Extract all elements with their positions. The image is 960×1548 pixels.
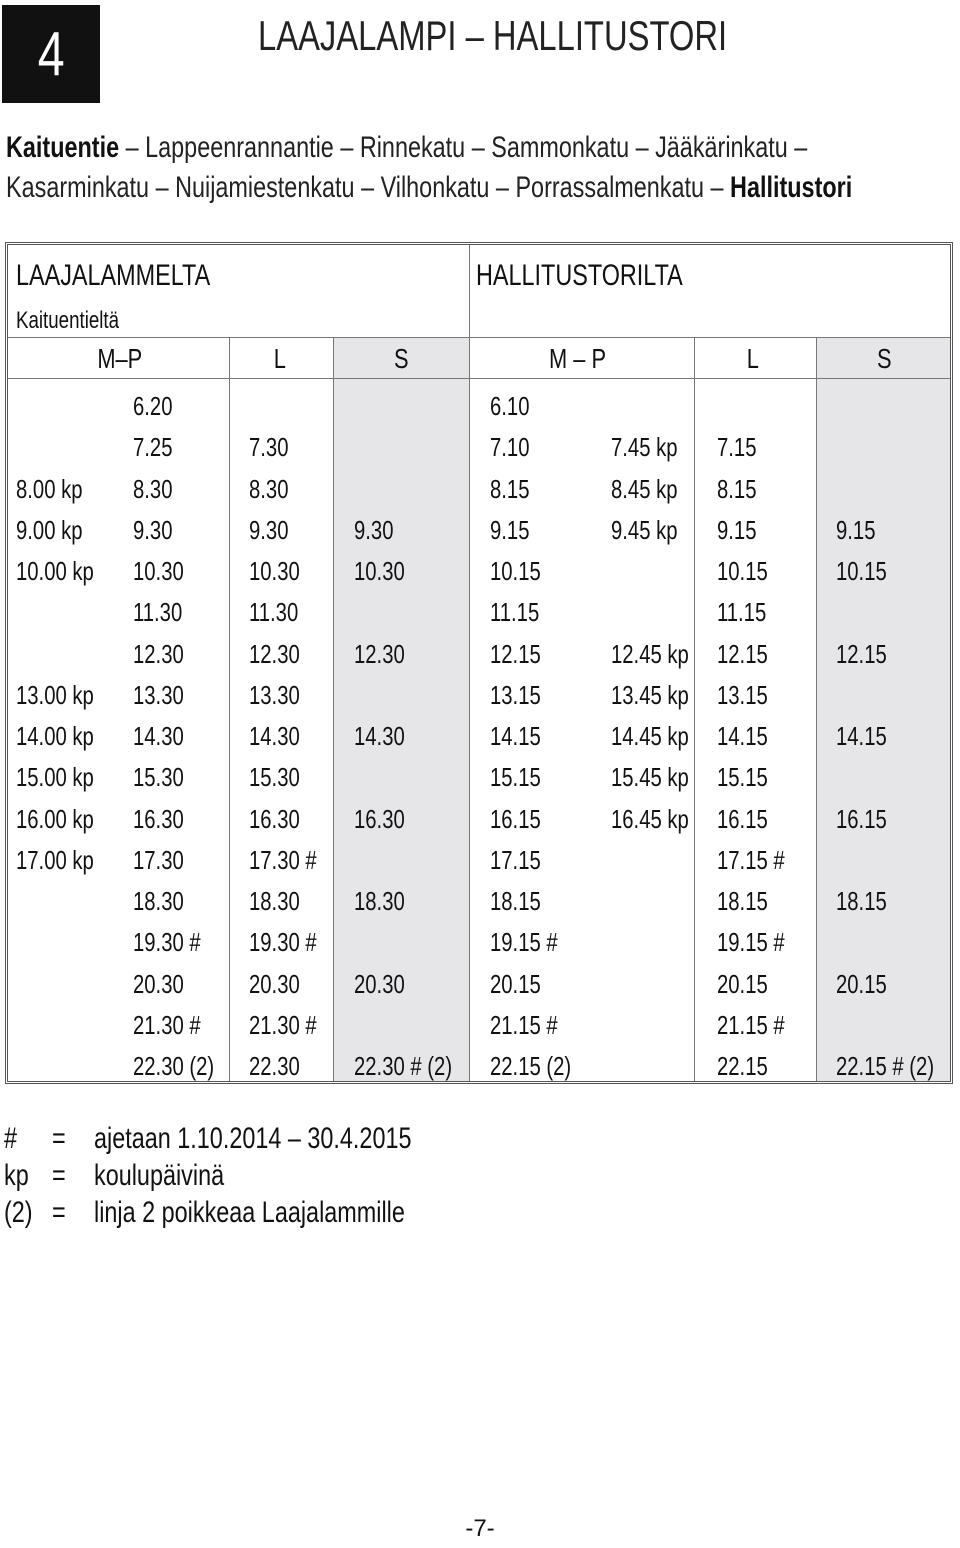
time-cell: 8.30 [249, 473, 289, 504]
time-cell: 20.30 [354, 968, 405, 999]
time-cell: 11.30 [249, 597, 299, 628]
direction-subheading: Kaituentieltä [16, 307, 120, 334]
page-title: LAAJALAMPI – HALLITUSTORI [258, 12, 728, 59]
time-cell: 22.30 # (2) [354, 1051, 453, 1081]
day-header: L [273, 343, 287, 374]
time-cell: 8.15 [717, 473, 757, 504]
route-line-1 [6, 128, 960, 168]
legend-text: koulupäivinä [94, 1159, 225, 1192]
time-cell: 13.15 [717, 679, 768, 710]
time-cell: 14.15 [490, 721, 541, 751]
route-line-2 [6, 168, 960, 208]
page-number: -7- [465, 1515, 495, 1542]
time-cell: 20.15 [836, 968, 887, 999]
time-cell: 11.15 [717, 597, 767, 628]
legend-equals: = [52, 1159, 66, 1192]
time-cell: 10.15 [836, 556, 887, 586]
time-cell: 19.15 # [717, 927, 785, 958]
day-header: S [393, 343, 409, 374]
time-cell: 21.15 # [717, 1009, 785, 1040]
route-endpoint: Kaituentie [6, 131, 120, 164]
time-cell: 10.15 [717, 556, 768, 586]
day-header: S [876, 343, 892, 374]
time-cell: 6.10 [490, 391, 530, 421]
time-cell: 10.00 kp [16, 556, 94, 586]
time-cell: 9.00 kp [16, 514, 83, 545]
time-cell: 13.00 kp [16, 679, 94, 710]
time-cell: 16.15 [836, 803, 887, 834]
time-cell: 11.15 [490, 597, 540, 628]
time-cell: 12.15 [490, 638, 541, 669]
time-cell: 10.30 [354, 556, 405, 586]
legend-row [4, 1157, 604, 1194]
time-cell: 16.00 kp [16, 803, 94, 834]
time-cell: 9.15 [717, 514, 757, 545]
time-cell: 10.30 [133, 556, 184, 586]
time-cell: 9.30 [354, 514, 394, 545]
divider-line [229, 337, 230, 1081]
time-cell: 8.30 [133, 473, 173, 504]
time-cell: 14.00 kp [16, 721, 94, 751]
time-cell: 8.00 kp [16, 473, 83, 504]
time-cell: 18.30 [133, 886, 184, 916]
time-cell: 13.15 [490, 679, 541, 710]
time-cell: 7.10 [490, 432, 530, 463]
time-cell: 18.30 [354, 886, 405, 916]
time-cell: 16.30 [133, 803, 184, 834]
time-cell: 18.15 [717, 886, 768, 916]
legend-row [4, 1120, 604, 1157]
time-cell: 20.30 [133, 968, 184, 999]
time-cell: 17.00 kp [16, 844, 94, 875]
legend-text: linja 2 poikkeaa Laajalammille [94, 1196, 405, 1229]
time-cell: 19.15 # [490, 927, 558, 958]
time-cell: 22.30 [249, 1051, 300, 1081]
time-cell: 16.45 kp [611, 803, 689, 834]
time-cell: 14.45 kp [611, 721, 689, 751]
time-cell: 16.30 [249, 803, 300, 834]
time-cell: 18.15 [836, 886, 887, 916]
time-cell: 16.15 [717, 803, 768, 834]
route-endpoint: Hallitustori [730, 171, 853, 204]
direction-heading: HALLITUSTORILTA [476, 259, 683, 292]
time-cell: 12.15 [717, 638, 768, 669]
time-cell: 14.15 [717, 721, 768, 751]
time-cell: 13.30 [133, 679, 184, 710]
time-cell: 9.30 [249, 514, 289, 545]
time-cell: 20.15 [717, 968, 768, 999]
time-cell: 12.30 [249, 638, 300, 669]
time-cell: 7.30 [249, 432, 289, 463]
time-cell: 10.15 [490, 556, 541, 586]
time-cell: 12.30 [133, 638, 184, 669]
route-number: 4 [37, 19, 65, 89]
legend-symbol: # [4, 1122, 18, 1155]
divider-line [816, 337, 817, 1081]
direction-heading: LAAJALAMMELTA [16, 259, 211, 292]
time-cell: 14.15 [836, 721, 887, 751]
legend-text: ajetaan 1.10.2014 – 30.4.2015 [94, 1122, 412, 1155]
route-stops-text: – Lappeenrannantie – Rinnekatu – Sammonkatu – Jääkärinkatu – [119, 131, 808, 164]
time-cell: 13.30 [249, 679, 300, 710]
time-cell: 8.45 kp [611, 473, 678, 504]
time-cell: 10.30 [249, 556, 300, 586]
time-cell: 8.15 [490, 473, 530, 504]
time-cell: 14.30 [133, 721, 184, 751]
time-cell: 19.30 # [249, 927, 317, 958]
time-cell: 19.30 # [133, 927, 201, 958]
time-cell: 22.15 # (2) [836, 1051, 935, 1081]
time-cell: 12.15 [836, 638, 887, 669]
divider-line [8, 337, 950, 338]
time-cell: 20.15 [490, 968, 541, 999]
time-cell: 18.30 [249, 886, 300, 916]
time-cell: 17.15 # [717, 844, 785, 875]
day-header: M – P [549, 343, 607, 374]
time-cell: 15.00 kp [16, 762, 94, 793]
route-number-badge [2, 5, 100, 103]
time-cell: 14.30 [249, 721, 300, 751]
time-cell: 12.30 [354, 638, 405, 669]
time-cell: 21.30 # [133, 1009, 201, 1040]
legend-row [4, 1194, 604, 1231]
time-cell: 16.15 [490, 803, 541, 834]
time-cell: 22.15 (2) [490, 1051, 572, 1081]
time-cell: 18.15 [490, 886, 541, 916]
legend-equals: = [52, 1196, 66, 1229]
time-cell: 9.15 [836, 514, 876, 545]
time-cell: 17.15 [490, 844, 541, 875]
route-stops [6, 128, 960, 208]
divider-line [333, 337, 334, 1081]
time-cell: 17.30 # [249, 844, 317, 875]
legend [4, 1120, 604, 1231]
time-cell: 9.45 kp [611, 514, 678, 545]
time-cell: 21.15 # [490, 1009, 558, 1040]
time-cell: 7.15 [717, 432, 757, 463]
day-header: M–P [97, 343, 143, 374]
time-cell: 17.30 [133, 844, 184, 875]
legend-equals: = [52, 1122, 66, 1155]
legend-symbol: (2) [4, 1196, 33, 1229]
time-cell: 13.45 kp [611, 679, 689, 710]
time-cell: 6.20 [133, 391, 173, 421]
time-cell: 15.15 [490, 762, 541, 793]
time-cell: 15.30 [249, 762, 300, 793]
time-cell: 21.30 # [249, 1009, 317, 1040]
time-cell: 7.45 kp [611, 432, 678, 463]
time-cell: 16.30 [354, 803, 405, 834]
time-cell: 11.30 [133, 597, 183, 628]
time-cell: 12.45 kp [611, 638, 689, 669]
time-cell: 9.15 [490, 514, 530, 545]
time-cell: 14.30 [354, 721, 405, 751]
day-header: L [746, 343, 760, 374]
timetable [5, 242, 953, 1084]
legend-symbol: kp [4, 1159, 29, 1192]
route-stops-text: Kasarminkatu – Nuijamiestenkatu – Vilhonkatu – Porrassalmenkatu – [6, 171, 731, 204]
time-cell: 20.30 [249, 968, 300, 999]
time-cell: 15.15 [717, 762, 768, 793]
time-cell: 22.30 (2) [133, 1051, 215, 1081]
time-cell: 9.30 [133, 514, 173, 545]
time-cell: 15.45 kp [611, 762, 689, 793]
divider-line [8, 378, 950, 379]
time-cell: 15.30 [133, 762, 184, 793]
time-cell: 22.15 [717, 1051, 768, 1081]
time-cell: 7.25 [133, 432, 173, 463]
